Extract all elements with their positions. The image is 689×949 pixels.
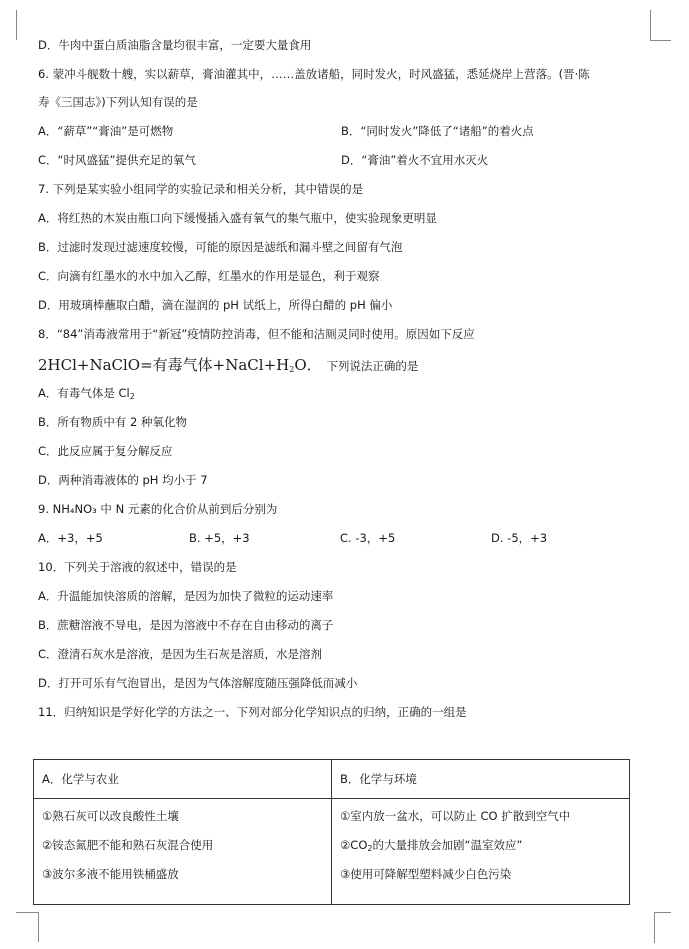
q11-table-header-b: B．化学与环境 (332, 760, 630, 799)
q11-table-header-row (34, 760, 630, 799)
q11-a-item-3: ③波尔多液不能用铁桶盛放 (42, 867, 179, 881)
q10-stem: 10．下列关于溶液的叙述中，错误的是 (38, 560, 237, 574)
q8-equation (38, 356, 644, 374)
q6-options-row2 (38, 153, 644, 168)
crop-mark-bottom-left-vertical (38, 912, 39, 942)
q11-b-item-2-pre: ②CO (340, 838, 368, 852)
q9-options (38, 531, 644, 546)
q10-option-b: B．蔗糖溶液不导电，是因为溶液中不存在自由移动的离子 (38, 618, 334, 632)
q11-table-cell-a (34, 799, 332, 905)
crop-mark-bottom-left (16, 912, 38, 943)
crop-mark-bottom-right (654, 912, 671, 943)
q6-options-row1 (38, 124, 644, 139)
q6-stem-line2: 寿《三国志》)下列认知有误的是 (38, 95, 198, 109)
q9-option-b: B. +5，+3 (189, 531, 250, 545)
q11-b-item-2 (340, 838, 621, 853)
q11-knowledge-table (33, 759, 630, 905)
crop-mark-top-left (16, 10, 17, 40)
q7-option-b: B．过滤时发现过滤速度较慢，可能的原因是滤纸和漏斗壁之间留有气泡 (38, 240, 403, 254)
q8-option-c: C．此反应属于复分解反应 (38, 444, 173, 458)
q11-a-item-2: ②铵态氮肥不能和熟石灰混合使用 (42, 838, 214, 852)
q9-option-d: D. -5，+3 (491, 531, 548, 545)
q11-b-item-2-post: 的大量排放会加剧“温室效应” (372, 838, 523, 852)
q11-b-item-1: ①室内放一盆水，可以防止 CO 扩散到空气中 (340, 809, 571, 823)
q8-equation-main: 2HCl+NaClO=有毒气体+NaCl+H (38, 356, 290, 374)
q11-table-body-row (34, 799, 630, 905)
question-content (38, 38, 644, 734)
q8-equation-tail: 下列说法正确的是 (326, 359, 419, 373)
q7-stem: 7. 下列是某实验小组同学的实验记录和相关分析，其中错误的是 (38, 182, 364, 196)
q11-b-item-3: ③使用可降解型塑料减少白色污染 (340, 867, 512, 881)
q6-option-c: C．“时风盛猛”提供充足的氧气 (38, 153, 196, 167)
q7-option-a: A．将红热的木炭由瓶口向下缓慢插入盛有氧气的集气瓶中，使实验现象更明显 (38, 211, 437, 225)
q7-option-d: D．用玻璃棒蘸取白醋，滴在湿润的 pH 试纸上，所得白醋的 pH 偏小 (38, 298, 393, 312)
q5-option-d: D．牛肉中蛋白质油脂含量均很丰富，一定要大量食用 (38, 38, 312, 52)
q9-option-a: A．+3，+5 (38, 531, 103, 545)
q8-equation-subscript: 2 (289, 365, 295, 374)
q11-stem: 11．归纳知识是学好化学的方法之一、下列对部分化学知识点的归纳，正确的一组是 (38, 705, 467, 719)
q11-a-item-1: ①熟石灰可以改良酸性土壤 (42, 809, 179, 823)
crop-mark-top-right (650, 10, 671, 41)
q10-option-a: A．升温能加快溶质的溶解，是因为加快了微粒的运动速率 (38, 589, 334, 603)
q8-option-b: B．所有物质中有 2 种氧化物 (38, 415, 188, 429)
q8-equation-end: O． (294, 356, 322, 374)
q8-option-a-subscript: 2 (129, 392, 135, 401)
q8-option-d: D．两种消毒液体的 pH 均小于 7 (38, 473, 208, 487)
q9-option-c: C. -3，+5 (340, 531, 396, 545)
q9-stem: 9. NH₄NO₃ 中 N 元素的化合价从前到后分别为 (38, 502, 278, 516)
q11-table-header-a: A．化学与农业 (34, 760, 332, 799)
q11-table-cell-b (332, 799, 630, 905)
q10-option-d: D．打开可乐有气泡冒出，是因为气体溶解度随压强降低而减小 (38, 676, 358, 690)
q11-b-item-2-sub: 2 (367, 844, 373, 853)
q8-stem: 8．“84”消毒液常用于“新冠”疫情防控消毒，但不能和洁厕灵同时使用。原因如下反应 (38, 327, 475, 341)
q8-option-a (38, 386, 644, 401)
q6-option-a: A．“薪草”“膏油”是可燃物 (38, 124, 174, 138)
q8-option-a-text: A．有毒气体是 Cl (38, 386, 130, 400)
q7-option-c: C．向滴有红墨水的水中加入乙醇，红墨水的作用是显色，利于观察 (38, 269, 380, 283)
q6-stem-line1: 6. 蒙冲斗舰数十艘，实以薪草，膏油灌其中，……盖放诸船，同时发火，时风盛猛，悉延烧岸上营落。(晋·陈 (38, 67, 590, 81)
q10-option-c: C．澄清石灰水是溶液，是因为生石灰是溶质，水是溶剂 (38, 647, 323, 661)
q6-option-b: B．“同时发火”降低了“诸船”的着火点 (341, 124, 534, 138)
q6-option-d: D．“膏油”着火不宜用水灭火 (341, 153, 489, 167)
